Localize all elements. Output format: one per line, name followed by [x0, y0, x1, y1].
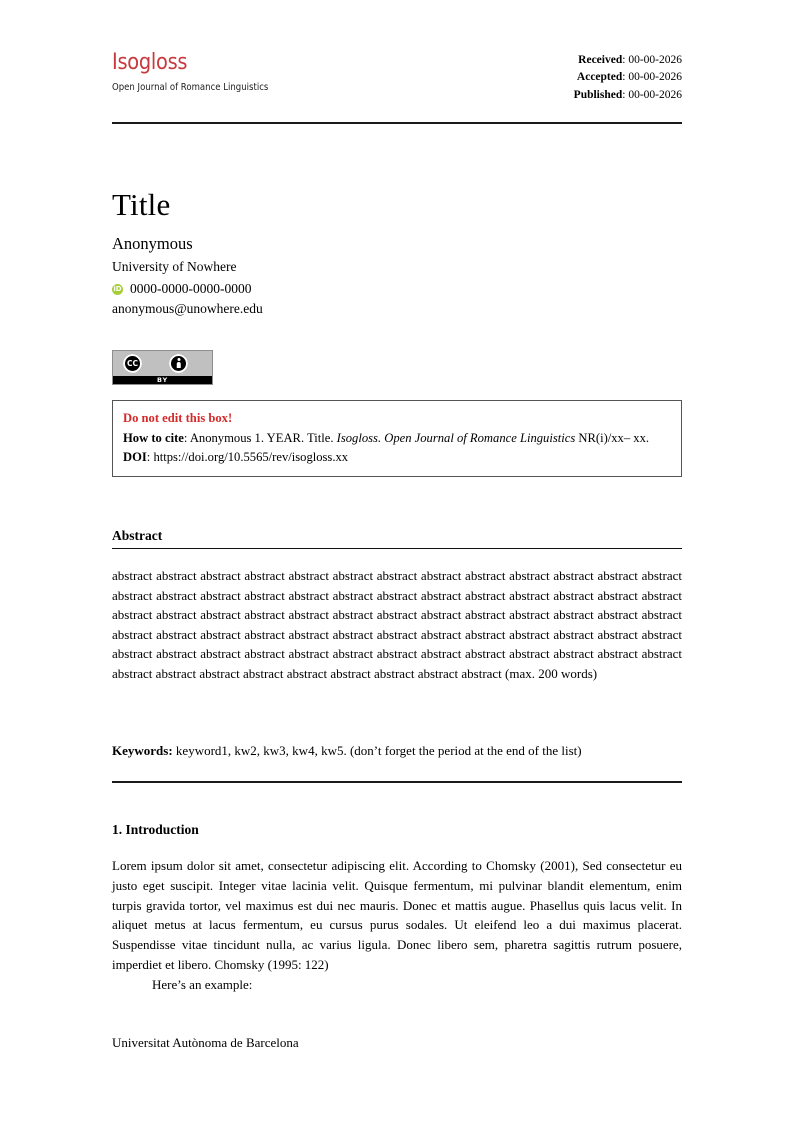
date-label-received: Received [578, 54, 623, 66]
author-email[interactable]: anonymous@unowhere.edu [112, 301, 263, 317]
cite-journal-name: Isogloss. Open Journal of Romance Linguistics [336, 431, 576, 446]
orcid-row[interactable] [112, 279, 263, 300]
body-text [112, 856, 682, 994]
date-row-accepted: Accepted: 00-00-2026 [576, 71, 682, 84]
journal-logo-text: Isogloss [112, 50, 188, 75]
doi-line[interactable] [123, 448, 671, 467]
cite-text-plain-start: Anonymous 1. YEAR. Title. [189, 431, 337, 446]
doi-label: DOI [123, 450, 147, 465]
cc-logo-icon [123, 354, 142, 373]
masthead-divider [112, 122, 682, 124]
date-label-accepted: Accepted [576, 71, 623, 84]
author-name: Anonymous [112, 234, 193, 253]
author-affiliation: University of Nowhere [112, 258, 237, 274]
date-value-received: 00-00-2026 [628, 54, 682, 66]
how-to-cite-line [123, 429, 671, 448]
section-heading-introduction: 1. Introduction [112, 822, 199, 837]
author-block [112, 234, 263, 320]
person-icon [169, 354, 188, 373]
cc-logo-label: CC [123, 354, 142, 373]
footer-institution: Universitat Autònoma de Barcelona [112, 1035, 299, 1050]
person-glyph [169, 354, 188, 373]
abstract-text: abstract abstract abstract abstract abstract abstract abstract abstract abstract abstract abstract abstract abstract abstract abstract abstract abstract abstract abstract abstract abstract abstract abstract abstract abstract abstract abstract abstract abstract abstract abstract abstract abstract abstract abstract abstract abstract abstract abstract abstract abstract abstract abstract abstract abstract abstract abstract abstract abstract abstract abstract abstract abstract abstract abstract abstract abstract abstract abstract abstract abstract abstract abstract abstract abstract abstract abstract abstract abstract abstract abstract abstract abstract abstract (max. 200 words) [112, 568, 682, 681]
keywords-divider [112, 781, 682, 783]
publication-dates [574, 52, 682, 104]
date-row-published: Published: 00-00-2026 [573, 88, 682, 101]
cc-by-label: BY [113, 376, 212, 384]
journal-subtitle: Open Journal of Romance Linguistics [112, 82, 269, 93]
cc-badge-top [113, 351, 212, 376]
date-value-published: 00-00-2026 [628, 88, 682, 101]
cite-separator: : [183, 431, 190, 446]
masthead [112, 0, 682, 124]
keywords-value: keyword1, kw2, kw3, kw4, kw5. (don’t forget the period at the end of the list) [172, 743, 582, 758]
citation-warning: Do not edit this box! [123, 411, 233, 425]
body-paragraph-1: Lorem ipsum dolor sit amet, consectetur adipiscing elit. According to Chomsky (2001), Sed consectetur eu justo eget suscipit. Integer vitae lacinia velit. Quisque fermentum, mi pulvinar blandit elementum, enim turpis gravida tortor, vel maximus est dui nec mauris. Donec et mattis augue. Phasellus quis lacus velit. In aliquet metus at lacus fermentum, eu cursus purus sodales. Ut eleifend leo a dui maximus placerat. Suspendisse vitae tincidunt nulla, ac varius ligula. Donec libero sem, pharetra sagittis rutrum posuere, imperdiet et libero. Chomsky (1995: 122) [112, 858, 682, 972]
keywords-line [112, 741, 682, 761]
abstract-heading: Abstract [112, 528, 682, 549]
date-value-accepted: 00-00-2026 [628, 71, 682, 84]
doi-value: : https://doi.org/10.5565/rev/isogloss.xx [146, 450, 349, 465]
body-paragraph-2: Here’s an example: [152, 976, 253, 992]
journal-brand[interactable] [112, 52, 286, 93]
cite-text-plain-end: NR(i)/xx– xx. [575, 431, 650, 446]
page-title: Title [112, 186, 171, 222]
orcid-id-icon: iD [113, 284, 122, 293]
how-to-cite-label: How to cite [123, 431, 184, 446]
page-content [112, 0, 682, 1050]
citation-box [112, 400, 682, 477]
orcid-identifier: 0000-0000-0000-0000 [130, 280, 252, 296]
date-row-received: Received: 00-00-2026 [578, 54, 682, 66]
date-label-published: Published [573, 88, 623, 101]
keywords-label: Keywords: [112, 743, 173, 758]
creative-commons-by-badge[interactable] [112, 350, 213, 385]
